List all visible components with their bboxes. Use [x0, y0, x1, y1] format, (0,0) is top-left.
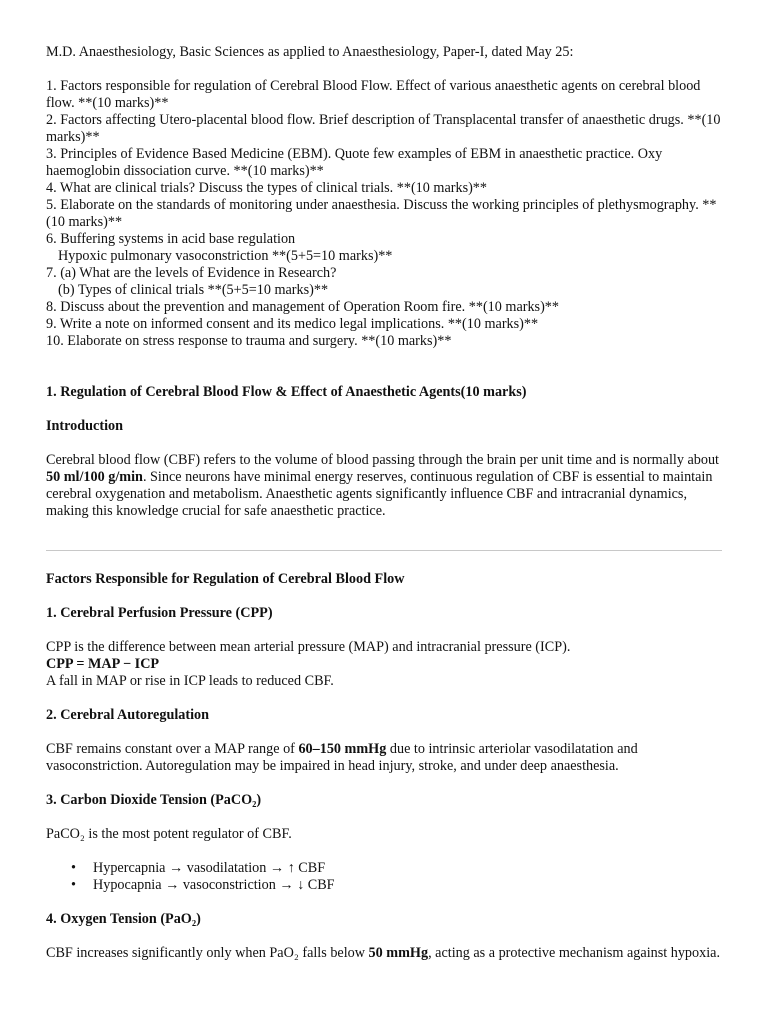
autoreg-text-cont: due to intrinsic arteriolar vasodilatation and vasoconstriction. Autoregulation may be impaired in head injury, stroke, and under deep anaesthesia.: [46, 741, 638, 774]
autoreg-bold-range: 60–150 mmHg: [298, 741, 387, 757]
list-item: [71, 877, 722, 894]
o2-heading: 4. Oxygen Tension (PaO₂): [46, 911, 201, 927]
cpp-formula: CPP = MAP − ICP: [46, 656, 160, 672]
autoreg-text: CBF remains constant over a MAP range of: [46, 741, 299, 757]
intro-text: Cerebral blood flow (CBF) refers to the volume of blood passing through the brain per unit time and is normally about: [46, 452, 719, 468]
question-item: 9. Write a note on informed consent and its medico legal implications. **(10 marks)**: [46, 316, 539, 332]
bullet-icon: •: [71, 860, 76, 876]
factors-heading: Factors Responsible for Regulation of Cerebral Blood Flow: [46, 571, 405, 587]
section-title: 1. Regulation of Cerebral Blood Flow & Effect of Anaesthetic Agents(10 marks): [46, 384, 527, 400]
question-list: [46, 78, 722, 350]
bullet-icon: •: [71, 877, 76, 893]
question-item: 2. Factors affecting Utero-placental blood flow. Brief description of Transplacental transfer of anaesthetic drugs. **(10 marks)**: [46, 112, 721, 145]
question-item: 10. Elaborate on stress response to trauma and surgery. **(10 marks)**: [46, 333, 452, 349]
cpp-note: A fall in MAP or rise in ICP leads to reduced CBF.: [46, 673, 334, 689]
co2-bullet-list: [46, 860, 722, 894]
cpp-heading: 1. Cerebral Perfusion Pressure (CPP): [46, 605, 273, 621]
intro-text-cont: . Since neurons have minimal energy reserves, continuous regulation of CBF is essential to maintain cerebral oxygenation and metabolism. Anaesthetic agents significantly influence CBF and intracranial dynamics, making this knowledge crucial for safe anaesthetic practice.: [46, 469, 713, 519]
autoreg-paragraph: [46, 741, 722, 775]
question-item: 5. Elaborate on the standards of monitoring under anaesthesia. Discuss the working principles of plethysmography. **(10 marks)**: [46, 197, 717, 230]
question-item: 8. Discuss about the prevention and management of Operation Room fire. **(10 marks)**: [46, 299, 559, 315]
o2-paragraph: [46, 945, 722, 962]
intro-bold-value: 50 ml/100 g/min: [46, 469, 143, 485]
co2-heading: 3. Carbon Dioxide Tension (PaCO₂): [46, 792, 262, 808]
intro-paragraph: [46, 452, 722, 520]
bullet-text: Hypercapnia → vasodilatation → ↑ CBF: [93, 860, 326, 876]
o2-text-cont: , acting as a protective mechanism against hypoxia.: [428, 945, 720, 961]
question-item: 1. Factors responsible for regulation of Cerebral Blood Flow. Effect of various anaesthetic agents on cerebral blood flow. **(10 marks)**: [46, 78, 701, 111]
question-item: 6. Buffering systems in acid base regulation: [46, 231, 296, 247]
o2-text: CBF increases significantly only when PaO₂ falls below: [46, 945, 369, 961]
intro-heading: Introduction: [46, 418, 123, 434]
cpp-definition: CPP is the difference between mean arterial pressure (MAP) and intracranial pressure (ICP).: [46, 639, 571, 655]
section-divider: [46, 550, 722, 551]
question-subitem: Hypoxic pulmonary vasoconstriction **(5+5=10 marks)**: [58, 248, 393, 264]
o2-bold-value: 50 mmHg: [368, 945, 429, 961]
question-item: 4. What are clinical trials? Discuss the types of clinical trials. **(10 marks)**: [46, 180, 487, 196]
co2-line: PaCO₂ is the most potent regulator of CBF.: [46, 826, 292, 842]
bullet-text: Hypocapnia → vasoconstriction → ↓ CBF: [93, 877, 335, 893]
list-item: [71, 860, 722, 877]
autoreg-heading: 2. Cerebral Autoregulation: [46, 707, 210, 723]
exam-title: M.D. Anaesthesiology, Basic Sciences as applied to Anaesthesiology, Paper-I, dated May 25:: [46, 44, 574, 60]
question-subitem: (b) Types of clinical trials **(5+5=10 marks)**: [58, 282, 329, 298]
question-item: 7. (a) What are the levels of Evidence in Research?: [46, 265, 337, 281]
question-item: 3. Principles of Evidence Based Medicine (EBM). Quote few examples of EBM in anaesthetic practice. Oxy haemoglobin dissociation curve. **(10 marks)**: [46, 146, 663, 179]
